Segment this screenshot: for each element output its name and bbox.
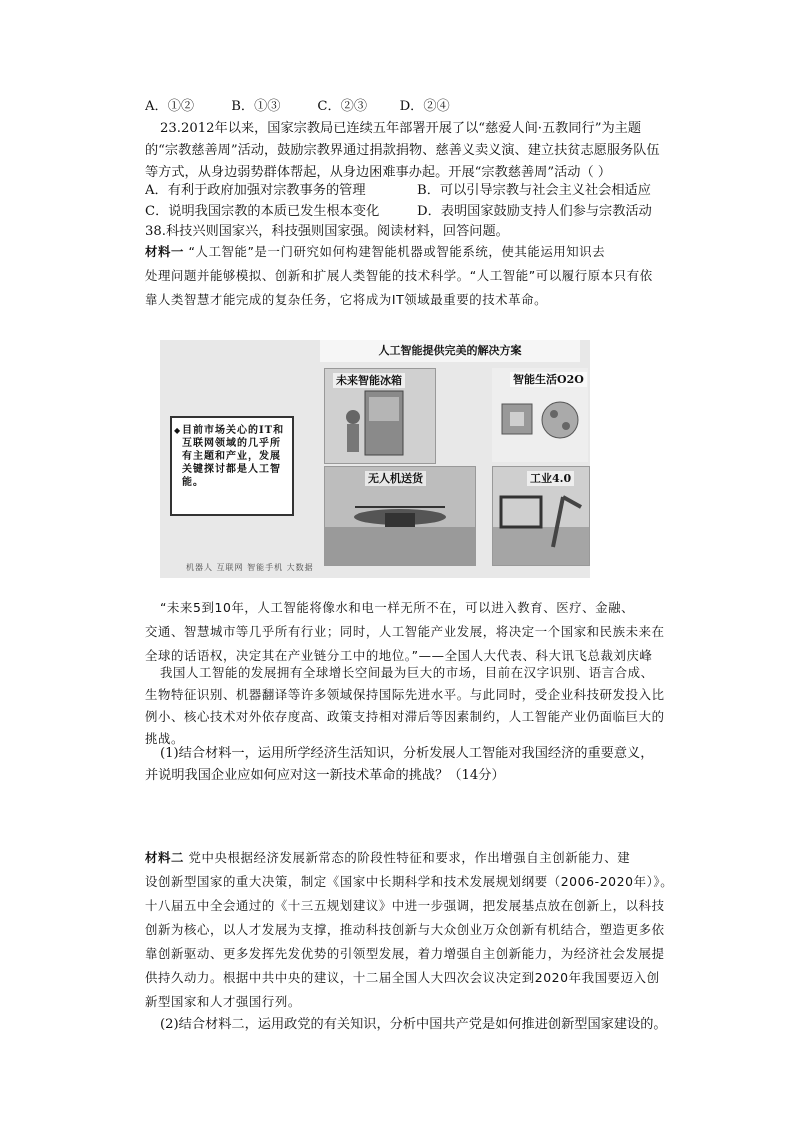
figure-panel-drone-delivery [324, 466, 476, 566]
quote-line2: 交通、智慧城市等几乎所有行业；同时，人工智能产业发展，将决定一个国家和民族未来在 [145, 624, 665, 639]
material1-text-line1: “人工智能”是一门研究如何构建智能机器或智能系统，使其能运用知识去 [183, 244, 606, 259]
q23-option-c: C．说明我国宗教的本质已发生根本变化 [145, 204, 380, 219]
q22-option-a: A．①② [145, 99, 195, 114]
panel-label-drone-delivery: 无人机送货 [365, 471, 426, 486]
ai-solutions-figure [160, 340, 590, 578]
q23-stem-line3: 等方式，从身边弱势群体帮起，从身边困难事办起。开展“宗教慈善周”活动（ ） [145, 165, 612, 180]
panel-label-smart-fridge: 未来智能冰箱 [333, 373, 405, 388]
material1-line2: 处理问题并能够模拟、创新和扩展人类智能的技术科学。“人工智能”可以履行原本只有依 [145, 268, 653, 283]
material2-line3: 十八届五中全会通过的《十三五规划建议》中进一步强调，把发展基点放在创新上，以科技 [145, 898, 665, 913]
figure-callout-text: 目前市场关心的IT和互联网领域的几乎所有主题和产业，发展关键探讨都是人工智能。 [182, 425, 285, 488]
q38-intro: 38.科技兴则国家兴，科技强则国家强。阅读材料，回答问题。 [145, 224, 509, 239]
figure-panel-smart-life [492, 368, 588, 462]
material2-line4: 创新为核心，以人才发展为支撑，推动科技创新与大众创业万众创新有机结合，塑造更多依 [145, 922, 665, 937]
q22-options [145, 96, 685, 118]
material1-line3: 靠人类智慧才能完成的复杂任务，它将成为IT领域最重要的技术革命。 [145, 292, 548, 307]
q23-option-a: A．有利于政府加强对宗教事务的管理 [145, 183, 366, 198]
para2-line2: 生物特征识别、机器翻译等许多领域保持国际先进水平。与此同时，受企业科技研发投入比 [145, 687, 665, 702]
question1-line2: 并说明我国企业应如何应对这一新技术革命的挑战？（14分） [145, 768, 505, 783]
quote-line1: “未来5到10年，人工智能将像水和电一样无所不在，可以进入教育、医疗、金融、 [160, 600, 635, 615]
q22-option-c: C．②③ [317, 99, 368, 114]
material2-line2: 设创新型国家的重大决策，制定《国家中长期科学和技术发展规划纲要（2006-2020年）》。 [145, 874, 674, 889]
para2-line1: 我国人工智能的发展拥有全球增长空间最为巨大的市场，目前在汉字识别、语言合成、 [160, 665, 654, 680]
q23-stem-line2: 的“宗教慈善周”活动，鼓励宗教界通过捐款捐物、慈善义卖义演、建立扶贫志愿服务队伍 [145, 143, 660, 158]
panel-label-industry4: 工业4.0 [527, 471, 574, 486]
para2-line3: 例小、核心技术对外依存度高、政策支持相对滞后等因素制约，人工智能产业仍面临巨大的 [145, 709, 665, 724]
para2-line4: 挑战。 [145, 731, 184, 746]
q23-option-b: B．可以引导宗教与社会主义社会相适应 [417, 183, 651, 198]
q23-option-d: D．表明国家鼓励支持人们参与宗教活动 [417, 204, 652, 219]
material2-text-line1: 党中央根据经济发展新常态的阶段性特征和要求，作出增强自主创新能力、建 [183, 850, 631, 865]
panel-label-smart-life: 智能生活O2O [510, 372, 587, 387]
q22-option-b: B．①③ [231, 99, 281, 114]
q23-stem-line1: 23.2012年以来，国家宗教局已连续五年部署开展了以“慈爱人间·五教同行”为主题 [160, 121, 642, 136]
question2-line1: (2)结合材料二，运用政党的有关知识，分析中国共产党是如何推进创新型国家建设的。 [160, 1017, 667, 1032]
material2-line5: 靠创新驱动、更多发挥先发优势的引领型发展，着力增强自主创新能力，为经济社会发展提 [145, 946, 665, 961]
figure-caption: 机器人 互联网 智能手机 大数据 [186, 563, 314, 572]
figure-title: 人工智能提供完美的解决方案 [320, 340, 580, 362]
material1-label: 材料一 [145, 244, 184, 259]
question1-line1: (1)结合材料一，运用所学经济生活知识，分析发展人工智能对我国经济的重要意义， [160, 746, 654, 761]
q23-options-row2 [145, 201, 685, 223]
material2-label: 材料二 [145, 850, 184, 865]
q23-options-row1 [145, 180, 685, 202]
quote-line3: 全球的话语权，决定其在产业链分工中的地位。”——全国人大代表、科大讯飞总裁刘庆峰 [145, 648, 653, 663]
figure-panel-industry4 [492, 466, 590, 566]
diamond-bullet-icon: ◆ [174, 426, 181, 435]
material1-line1 [145, 241, 685, 263]
q22-option-d: D．②④ [399, 99, 450, 114]
material2-line1 [145, 847, 685, 869]
figure-callout-box [170, 416, 294, 516]
material2-line6: 供持久动力。根据中共中央的建议，十二届全国人大四次会议决定到2020年我国要迈入创 [145, 970, 660, 985]
material2-line7: 新型国家和人才强国行列。 [145, 994, 301, 1009]
figure-panel-smart-fridge [324, 368, 436, 464]
